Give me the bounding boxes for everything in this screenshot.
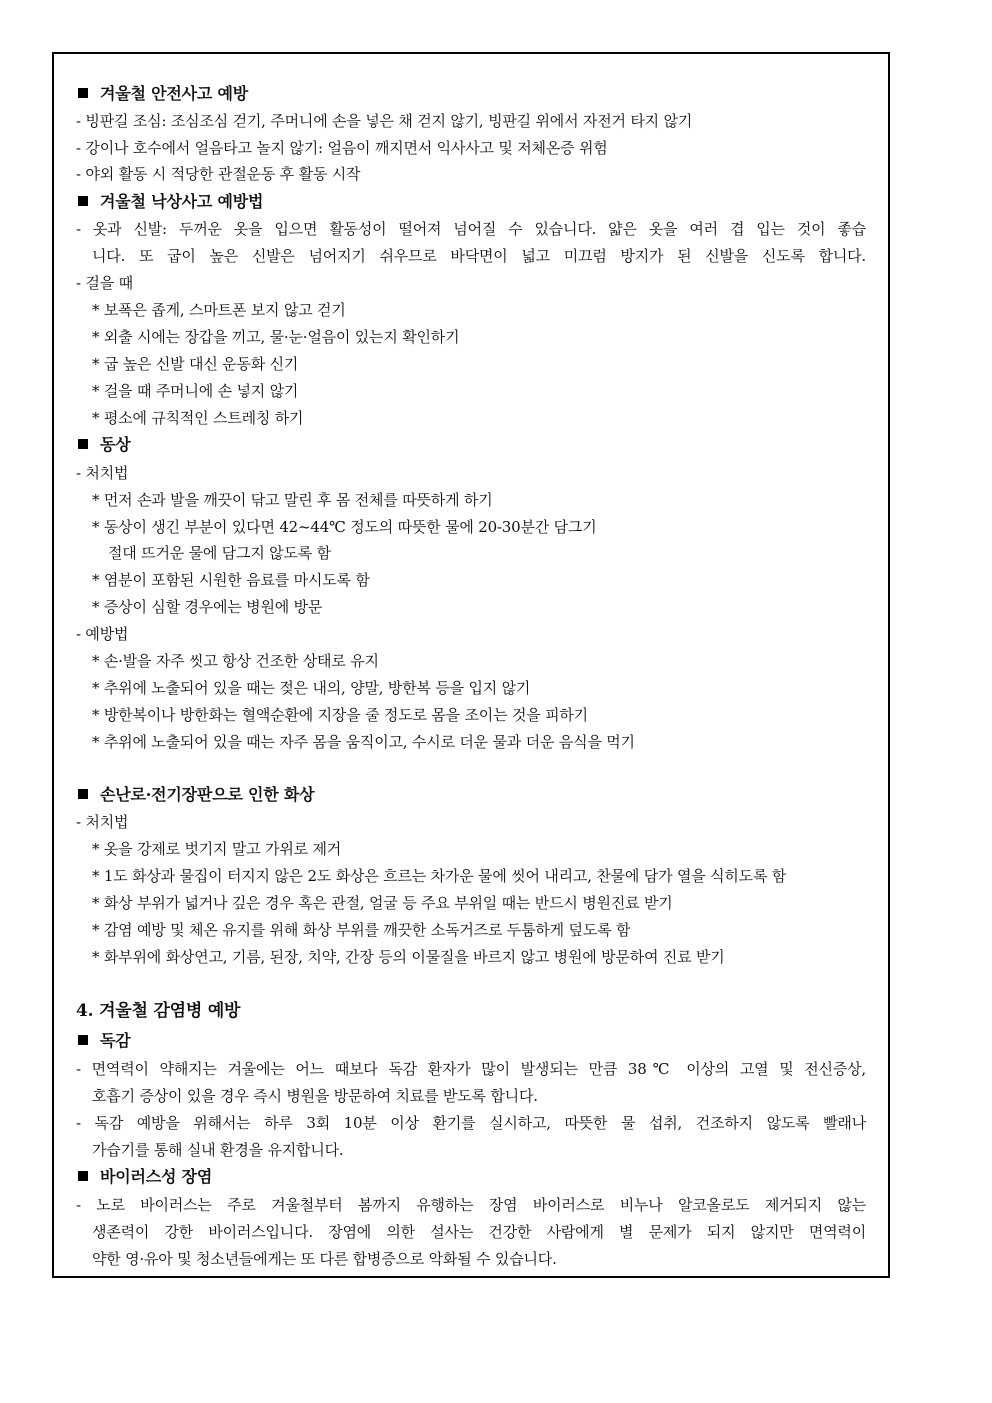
sub-heading-prevention: - 예방법 <box>76 625 129 643</box>
list-item: * 화상 부위가 넓거나 깊은 경우 혹은 관절, 얼굴 등 주요 부위일 때는 반드시 병원진료 받기 <box>92 894 673 912</box>
sub-heading-walking: - 걸을 때 <box>76 274 133 292</box>
list-item: * 평소에 규칙적인 스트레칭 하기 <box>92 409 304 427</box>
paragraph-line: 가습기를 통해 실내 환경을 유지합니다. <box>92 1141 344 1159</box>
square-bullet-icon <box>78 789 88 799</box>
list-item: - 야외 활동 시 적당한 관절운동 후 활동 시작 <box>76 165 361 183</box>
square-bullet-icon <box>78 439 88 449</box>
heading-viral-enteritis: 바이러스성 장염 <box>76 1167 876 1187</box>
list-item: * 걸을 때 주머니에 손 넣지 않기 <box>92 382 299 400</box>
list-item: - 강이나 호수에서 얼음타고 놀지 않기: 얼음이 깨지면서 익사사고 및 저체온증 위험 <box>76 139 608 157</box>
paragraph-line: - 면역력이 약해지는 겨울에는 어느 때보다 독감 환자가 많이 발생되는 만큼 38℃ 이상의 고열 및 전신증상, <box>76 1060 866 1078</box>
square-bullet-icon <box>78 88 88 98</box>
paragraph-line: 약한 영·유아 및 청소년들에게는 또 다른 합병증으로 악화될 수 있습니다. <box>92 1250 557 1268</box>
paragraph-line: - 독감 예방을 위해서는 하루 3회 10분 이상 환기를 실시하고, 따뜻한 물 섭취, 건조하지 않도록 빨래나 <box>76 1114 866 1132</box>
list-item: * 추위에 노출되어 있을 때는 젖은 내의, 양말, 방한복 등을 입지 않기 <box>92 679 531 697</box>
list-item: * 먼저 손과 발을 깨끗이 닦고 말린 후 몸 전체를 따뜻하게 하기 <box>92 491 493 509</box>
list-item: * 추위에 노출되어 있을 때는 자주 몸을 움직이고, 수시로 더운 물과 더운 음식을 먹기 <box>92 733 635 751</box>
list-item: * 동상이 생긴 부분이 있다면 42~44℃ 정도의 따뜻한 물에 20-30분간 담그기 <box>92 518 597 536</box>
heading-fall-prevention: 겨울철 낙상사고 예방법 <box>76 192 876 212</box>
list-item: * 염분이 포함된 시원한 음료를 마시도록 함 <box>92 571 370 589</box>
square-bullet-icon <box>78 1035 88 1045</box>
list-item: * 보폭은 좁게, 스마트폰 보지 않고 걷기 <box>92 301 346 319</box>
sub-heading-treatment: - 처치법 <box>76 813 129 831</box>
heading-influenza: 독감 <box>76 1031 876 1051</box>
paragraph-line: 생존력이 강한 바이러스입니다. 장염에 의한 설사는 건강한 사람에게 별 문제가 되지 않지만 면역력이 <box>92 1223 866 1241</box>
list-item: * 화부위에 화상연고, 기름, 된장, 치약, 간장 등의 이물질을 바르지 않고 병원에 방문하여 진료 받기 <box>92 948 725 966</box>
heading-frostbite: 동상 <box>76 435 876 455</box>
paragraph-line: 호흡기 증상이 있을 경우 즉시 병원을 방문하여 치료를 받도록 합니다. <box>92 1087 538 1105</box>
paragraph-line: - 노로 바이러스는 주로 겨울철부터 봄까지 유행하는 장염 바이러스로 비누나 알코올로도 제거되지 않는 <box>76 1196 866 1214</box>
list-item: * 옷을 강제로 벗기지 말고 가위로 제거 <box>92 840 342 858</box>
list-item: * 방한복이나 방한화는 혈액순환에 지장을 줄 정도로 몸을 조이는 것을 피하기 <box>92 706 588 724</box>
sub-heading-treatment: - 처치법 <box>76 464 129 482</box>
list-item: * 1도 화상과 물집이 터지지 않은 2도 화상은 흐르는 차가운 물에 씻어 내리고, 찬물에 담가 열을 식히도록 함 <box>92 867 787 885</box>
list-item: * 증상이 심할 경우에는 병원에 방문 <box>92 598 323 616</box>
paragraph-line: 니다. 또 굽이 높은 신발은 넘어지기 쉬우므로 바닥면이 넓고 미끄럼 방지가 된 신발을 신도록 합니다. <box>92 247 866 265</box>
square-bullet-icon <box>78 196 88 206</box>
list-item-continuation: 절대 뜨거운 물에 담그지 않도록 함 <box>108 544 331 562</box>
square-bullet-icon <box>78 1171 88 1181</box>
list-item: * 감염 예방 및 체온 유지를 위해 화상 부위를 깨끗한 소독거즈로 두툼하게 덮도록 함 <box>92 921 631 939</box>
list-item: * 굽 높은 신발 대신 운동화 신기 <box>92 355 299 373</box>
paragraph-line: - 옷과 신발: 두꺼운 옷을 입으면 활동성이 떨어져 넘어질 수 있습니다. 얇은 옷을 여러 겹 입는 것이 좋습 <box>76 220 866 238</box>
heading-winter-safety: 겨울철 안전사고 예방 <box>76 84 876 104</box>
list-item: * 손·발을 자주 씻고 항상 건조한 상태로 유지 <box>92 652 379 670</box>
heading-burns: 손난로·전기장판으로 인한 화상 <box>76 785 876 805</box>
list-item: - 빙판길 조심: 조심조심 걷기, 주머니에 손을 넣은 채 걷지 않기, 빙판길 위에서 자전거 타지 않기 <box>76 112 693 130</box>
section-title-infection: 4. 겨울철 감염병 예방 <box>76 1001 241 1021</box>
list-item: * 외출 시에는 장갑을 끼고, 물·눈·얼음이 있는지 확인하기 <box>92 328 460 346</box>
